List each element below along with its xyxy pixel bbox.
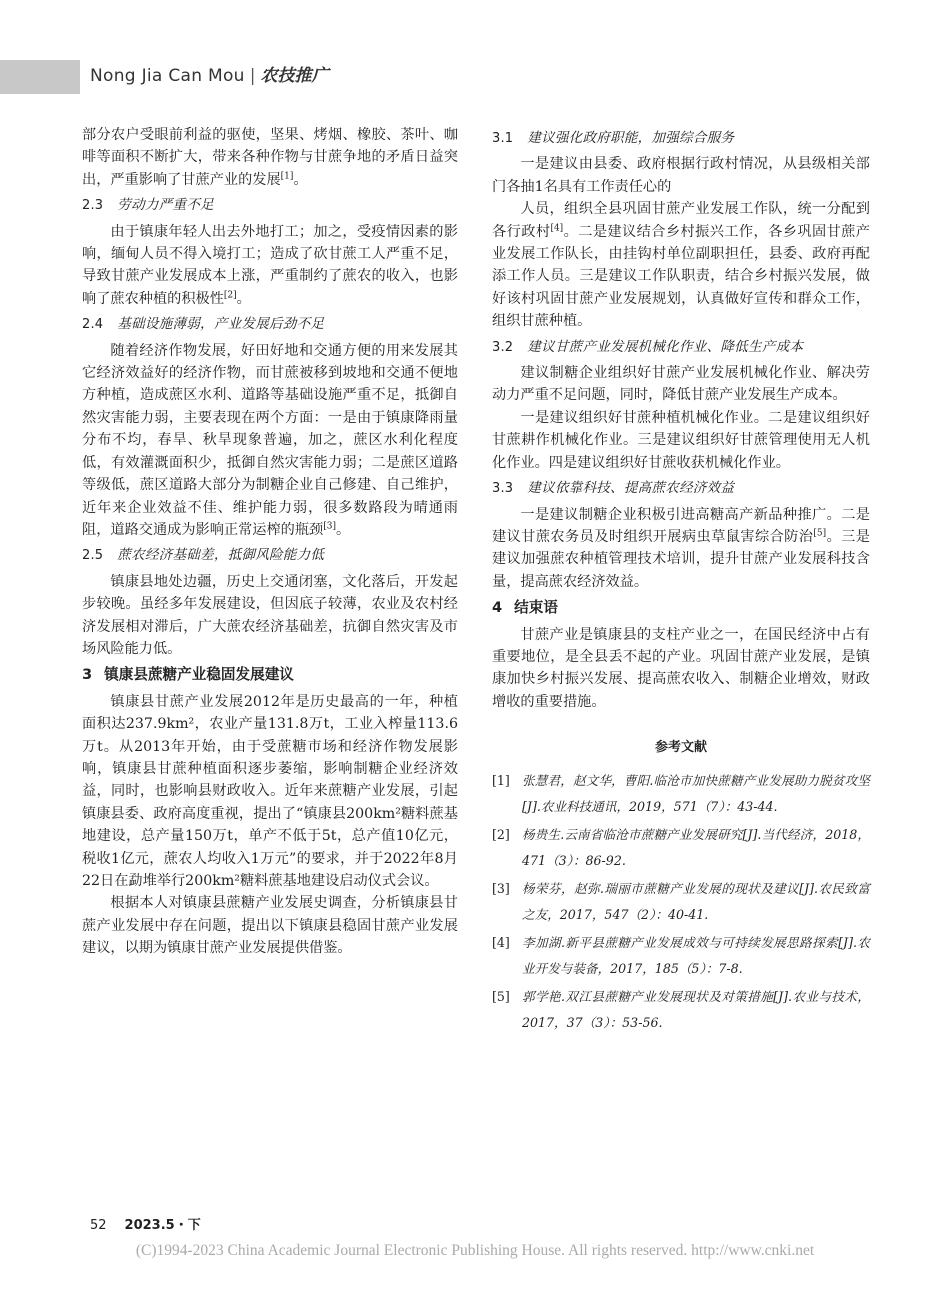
heading-text: 镇康县蔗糖产业稳固发展建议 xyxy=(104,666,294,684)
paragraph-text: 一是建议组织好甘蔗种植机械化作业。二是建议组织好甘蔗耕作机械化作业。三是建议组织好甘蔗管理使用无人机化作业。四是建议组织好甘蔗收获机械化作业。 xyxy=(492,409,870,471)
citation: [2] xyxy=(223,290,237,301)
page-footer xyxy=(90,1214,201,1233)
running-header xyxy=(90,64,329,88)
reference-text: 李加湖.新平县蔗糖产业发展成效与可持续发展思路探索[J].农业开发与装备，2017，185（5）：7-8. xyxy=(522,934,870,976)
paragraph-text: 甘蔗产业是镇康县的支柱产业之一，在国民经济中占有重要地位，是全县丢不起的产业。巩固甘蔗产业发展，是镇康加快乡村振兴发展、提高蔗农收入、制糖企业增效，财政增收的重要措施。 xyxy=(492,626,870,710)
subsection-heading xyxy=(82,194,458,217)
paragraph-tail: 。 xyxy=(236,290,251,307)
citation: [1] xyxy=(280,171,294,182)
paragraph xyxy=(82,892,458,959)
heading-number: 2.4 xyxy=(82,317,104,333)
left-column xyxy=(82,124,458,960)
citation: [4] xyxy=(550,222,564,233)
journal-name: Nong Jia Can Mou xyxy=(90,66,245,86)
heading-text: 基础设施薄弱，产业发展后劲不足 xyxy=(117,316,325,333)
right-column xyxy=(492,124,870,1038)
heading-number: 2.5 xyxy=(82,548,104,564)
right-column-body xyxy=(492,127,870,713)
paragraph xyxy=(492,504,870,594)
reference-number: [5] xyxy=(492,988,510,1004)
reference-number: [1] xyxy=(492,772,510,788)
heading-text: 蔗农经济基础差，抵御风险能力低 xyxy=(117,547,325,564)
subsection-heading xyxy=(492,336,870,359)
reference-text: 杨荣芬，赵弥.瑞丽市蔗糖产业发展的现状及建议[J].农民致富之友，2017，547（2）：40-41. xyxy=(522,880,870,922)
paragraph-text: 一是建议由县委、政府根据行政村情况，从县级相关部门各抽1名具有工作责任心的 xyxy=(492,156,870,195)
reference-item xyxy=(492,768,870,820)
paragraph xyxy=(492,624,870,714)
heading-text: 建议依靠科技、提高蔗农经济效益 xyxy=(527,480,735,497)
heading-number: 2.3 xyxy=(82,198,104,214)
paragraph-text: 一是建议制糖企业积极引进高糖高产新品种推广。二是建议甘蔗农务员及时组织开展病虫草鼠害综合防治 xyxy=(492,506,870,545)
reference-text: 郭学艳.双江县蔗糖产业发展现状及对策措施[J].农业与技术，2017，37（3）：53-56. xyxy=(522,988,870,1030)
heading-text: 建议甘蔗产业发展机械化作业、降低生产成本 xyxy=(527,338,804,355)
heading-number: 3.1 xyxy=(492,131,514,146)
reference-number: [2] xyxy=(492,826,510,842)
paragraph-text: 镇康县地处边疆，历史上交通闭塞，文化落后，开发起步较晚。虽经多年发展建设，但因底子较薄，农业及农村经济发展相对滞后，广大蔗农经济基础差，抗御自然灾害及市场风险能力低。 xyxy=(82,573,458,657)
paragraph-tail: 。二是建议结合乡村振兴工作，各乡巩固甘蔗产业发展工作队长，由挂钩村单位副职担任，县委、政府再配添工作人员。三是建议工作队职责，结合乡村振兴发展，做好该村巩固甘蔗产业发展规划，认真做好宣传和群众工作，组织甘蔗种植。 xyxy=(492,223,870,330)
citation: [3] xyxy=(323,521,336,532)
paragraph-text: 由于镇康年轻人出去外地打工；加之，受疫情因素的影响，缅甸人员不得入境打工；造成了砍甘蔗工人严重不足，导致甘蔗产业发展成本上涨，严重制约了蔗农的收入，也影响了蔗农种植的积极性 xyxy=(82,223,458,307)
citation: [5] xyxy=(813,528,827,539)
references-title: 参考文献 xyxy=(654,740,707,756)
reference-item xyxy=(492,876,870,928)
heading-number: 4 xyxy=(492,599,503,617)
reference-item xyxy=(492,930,870,982)
paragraph xyxy=(492,407,870,474)
subsection-heading xyxy=(492,127,870,150)
reference-item xyxy=(492,984,870,1036)
paragraph xyxy=(82,221,458,311)
paragraph-tail: 。三是建议加强蔗农种植管理技术培训，提升甘蔗产业发展科技含量，提高蔗农经济效益。 xyxy=(492,528,870,590)
heading-number: 3.3 xyxy=(492,481,514,497)
paragraph xyxy=(492,198,870,332)
references-list xyxy=(492,768,870,1036)
heading-text: 建议强化政府职能，加强综合服务 xyxy=(527,130,735,146)
subsection-heading xyxy=(82,313,458,336)
reference-text: 杨贵生.云南省临沧市蔗糖产业发展研究[J].当代经济，2018，471（3）：86-92. xyxy=(522,826,870,868)
paragraph-text: 部分农户受眼前利益的驱使，坚果、烤烟、橡胶、茶叶、咖啡等面积不断扩大，带来各种作物与甘蔗争地的矛盾日益突出，严重影响了甘蔗产业的发展 xyxy=(82,127,458,188)
header-separator: | xyxy=(249,66,256,86)
paragraph xyxy=(82,124,458,191)
reference-number: [4] xyxy=(492,934,510,950)
paragraph-text: 镇康县甘蔗产业发展2012年是历史最高的一年，种植面积达237.9km²，农业产量131.8万t，工业入榨量113.6万t。从2013年开始，由于受蔗糖市场和经济作物发展影响，镇康县甘蔗种植面积逐步萎缩，影响制糖企业经济效益，同时，也影响县财政收入。近年来蔗糖产业发展，引起镇康县委、政府高度重视，提出了“镇康县200km²糖料蔗基地建设，总产量150万t，单产不低于5t，总产值10亿元，税收1亿元，蔗农人均收入1万元”的要求，并于2022年8月22日在勐堆举行200km²糖料蔗基地建设启动仪式会议。 xyxy=(82,693,458,889)
page-number: 52 xyxy=(90,1218,107,1233)
heading-number: 3.2 xyxy=(492,339,514,355)
paragraph-text: 根据本人对镇康县蔗糖产业发展史调查，分析镇康县甘蔗产业发展中存在问题，提出以下镇康县稳固甘蔗产业发展建议，以期为镇康甘蔗产业发展提供借鉴。 xyxy=(82,895,458,957)
subsection-heading xyxy=(492,477,870,500)
reference-text: 张慧君，赵文华，曹阳.临沧市加快蔗糖产业发展助力脱贫攻坚[J].农业科技通讯，2019，571（7）：43-44. xyxy=(522,772,870,814)
heading-number: 3 xyxy=(82,666,93,684)
heading-text: 劳动力严重不足 xyxy=(117,197,214,214)
issue-label: 2023.5・下 xyxy=(124,1218,201,1233)
subsection-heading xyxy=(82,544,458,567)
copyright-notice: (C)1994-2023 China Academic Journal Electronic Publishing House. All rights reserved. http://www.cnki.net xyxy=(135,1242,815,1259)
paragraph xyxy=(492,362,870,407)
paragraph-tail: 。 xyxy=(293,171,308,188)
paragraph xyxy=(82,571,458,661)
paragraph-text: 随着经济作物发展，好田好地和交通方便的用来发展其它经济效益好的经济作物，而甘蔗被移到坡地和交通不便地方种植，造成蔗区水利、道路等基础设施严重不足，抵御自然灾害能力弱，主要表现在两个方面：一是由于镇康降雨量分布不均，春旱、秋旱现象普遍，加之，蔗区水利化程度低，有效灌溉面积少，抵御自然灾害能力弱；二是蔗区道路等级低，蔗区道路大部分为制糖企业自己修建、自己维护，近年来企业效益不佳、维护能力弱，很多数路段为晴通雨阻，道路交通成为影响正常运榨的瓶颈 xyxy=(82,342,458,538)
paragraph-text: 建议制糖企业组织好甘蔗产业发展机械化作业、解决劳动力严重不足问题，同时，降低甘蔗产业发展生产成本。 xyxy=(492,365,870,404)
section-heading xyxy=(492,597,870,619)
header-bar xyxy=(0,60,80,94)
paragraph xyxy=(82,340,458,542)
reference-item xyxy=(492,822,870,874)
paragraph xyxy=(492,153,870,198)
paragraph xyxy=(82,691,458,893)
paragraph-tail: 。 xyxy=(335,521,351,538)
section-heading xyxy=(82,664,458,686)
section-name: 农技推广 xyxy=(260,66,329,86)
paragraph-text: 人员，组织全县巩固甘蔗产业发展工作队，统一分配到各行政村 xyxy=(492,201,870,240)
reference-number: [3] xyxy=(492,880,510,896)
heading-text: 结束语 xyxy=(514,599,558,617)
